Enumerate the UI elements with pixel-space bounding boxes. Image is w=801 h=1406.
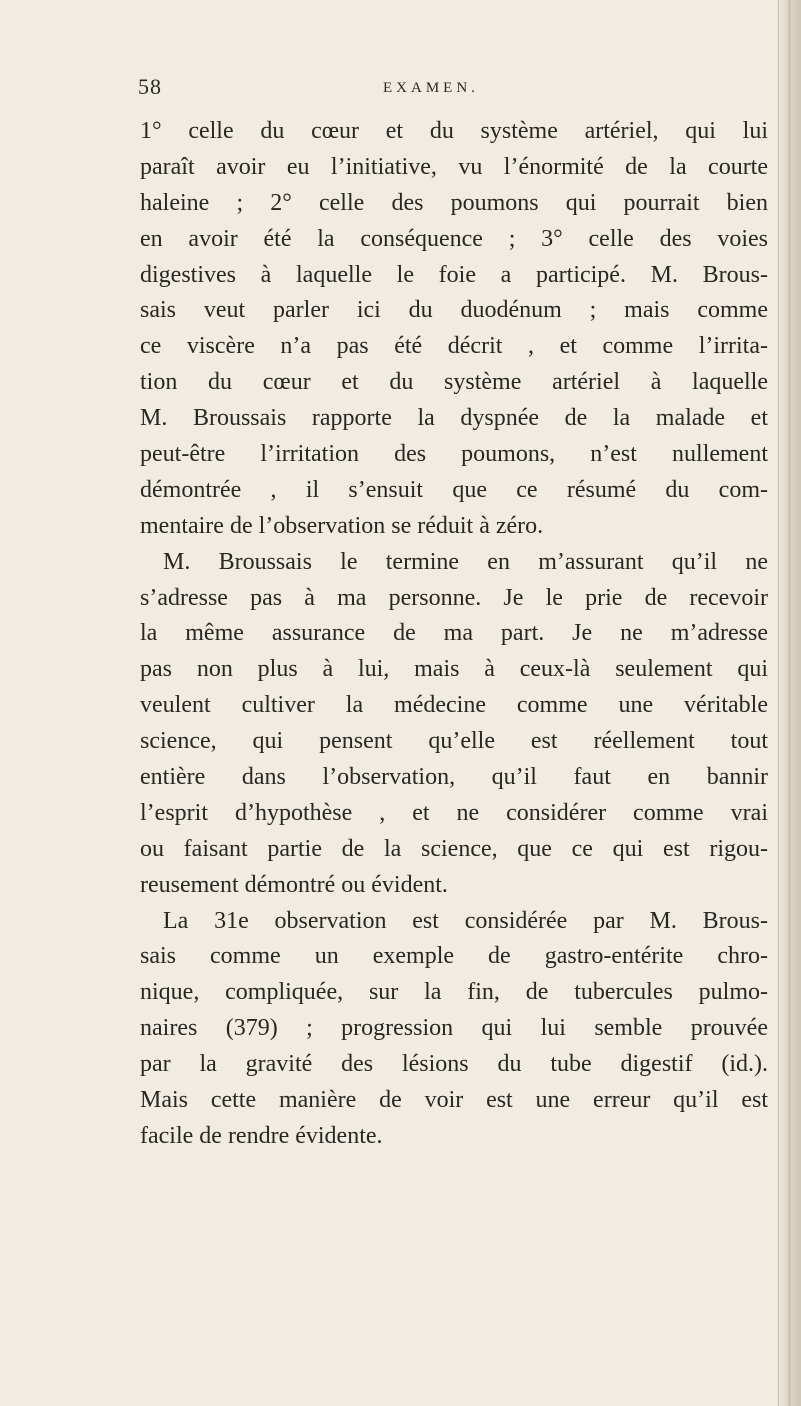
text-line: haleine ; 2° celle des poumons qui pourrait bien: [140, 189, 768, 216]
text-line: veulent cultiver la médecine comme une véritable: [140, 692, 768, 719]
text-line: sais veut parler ici du duodénum ; mais comme: [140, 297, 768, 324]
text-line: M. Broussais le termine en m’assurant qu’il ne: [163, 548, 768, 575]
text-line: la même assurance de ma part. Je ne m’adresse: [140, 620, 768, 647]
text-line: l’esprit d’hypothèse , et ne considérer comme vrai: [140, 799, 768, 826]
page-header: [138, 74, 698, 104]
text-line: démontrée , il s’ensuit que ce résumé du com-: [140, 476, 768, 503]
text-line: naires (379) ; progression qui lui semble prouvée: [140, 1015, 768, 1042]
body-text: [140, 114, 768, 1155]
text-line: peut-être l’irritation des poumons, n’est nullement: [140, 441, 768, 468]
text-line: ou faisant partie de la science, que ce qui est rigou-: [140, 835, 768, 862]
text-line: s’adresse pas à ma personne. Je le prie de recevoir: [140, 584, 768, 611]
text-line: mentaire de l’observation se réduit à zéro.: [140, 512, 544, 539]
text-line: entière dans l’observation, qu’il faut en bannir: [140, 764, 768, 791]
text-line: La 31e observation est considérée par M. Brous-: [163, 907, 768, 934]
text-line: sais comme un exemple de gastro-entérite chro-: [140, 943, 768, 970]
text-line: reusement démontré ou évident.: [140, 871, 448, 898]
text-line: nique, compliquée, sur la fin, de tubercules pulmo-: [140, 979, 768, 1006]
page-number: 58: [138, 74, 162, 99]
text-line: tion du cœur et du système artériel à laquelle: [140, 369, 768, 396]
text-line: par la gravité des lésions du tube digestif (id.).: [140, 1051, 768, 1078]
text-line: pas non plus à lui, mais à ceux-là seulement qui: [140, 656, 768, 683]
text-line: en avoir été la conséquence ; 3° celle des voies: [140, 225, 768, 252]
page-fold-shadow: [788, 0, 791, 1406]
running-head: EXAMEN.: [383, 80, 479, 96]
text-line: digestives à laquelle le foie a participé. M. Brous-: [140, 261, 768, 288]
text-line: Mais cette manière de voir est une erreur qu’il est: [140, 1087, 768, 1114]
text-line: M. Broussais rapporte la dyspnée de la malade et: [140, 405, 768, 432]
text-line: facile de rendre évidente.: [140, 1122, 383, 1149]
text-line: 1° celle du cœur et du système artériel, qui lui: [140, 118, 768, 144]
text-line: ce viscère n’a pas été décrit , et comme l’irrita-: [140, 333, 768, 360]
text-line: science, qui pensent qu’elle est réellement tout: [140, 728, 768, 755]
text-line: paraît avoir eu l’initiative, vu l’énormité de la courte: [140, 153, 768, 180]
